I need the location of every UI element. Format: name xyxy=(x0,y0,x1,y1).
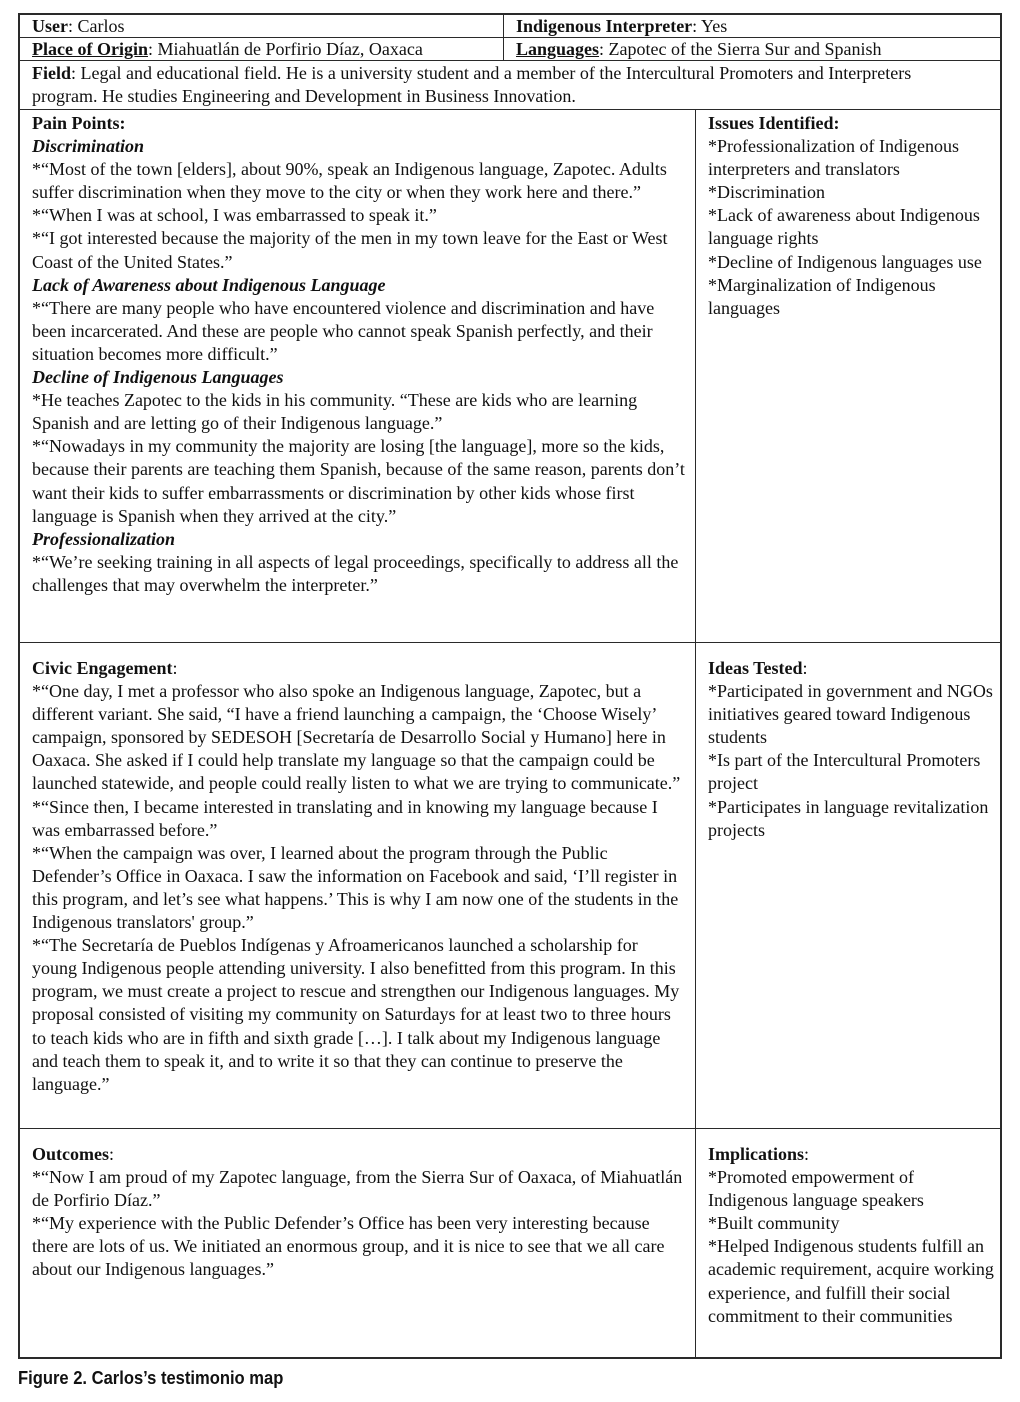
user-value: : Carlos xyxy=(67,16,125,36)
ideas-colon: : xyxy=(802,658,808,678)
civic-item: *“Since then, I became interested in translating and in knowing my language because I was embarrassed before.” xyxy=(32,796,658,840)
header-row-field xyxy=(20,61,1000,110)
pain-point-item: *“There are many people who have encountered violence and discrimination and have been incarcerated. And these are people who cannot speak Spanish perfectly, and their situation becomes more difficult.” xyxy=(32,297,655,364)
civic-item: *“When the campaign was over, I learned about the program through the Public Defender’s Office in Oaxaca. I saw the information on Facebook and said, ‘I’ll register in this program, and let’s see what happens.’ This is why I am now one of the students in the Indigenous translators' group.” xyxy=(32,842,679,933)
pain-point-item: *“Nowadays in my community the majority are losing [the language], more so the kids, because their parents are teaching them Spanish, because of the same reason, parents don’t want their kids to suffer embarrassments or discrimination by other kids whose first language is Spanish when they arrived at the city.” xyxy=(32,436,685,526)
civic-row xyxy=(20,643,1000,1129)
civic-colon: : xyxy=(172,658,178,678)
pain-points-title: Pain Points: xyxy=(32,113,126,133)
testimonio-table xyxy=(18,13,1002,1359)
user-label: User xyxy=(32,16,68,36)
interpreter-cell xyxy=(504,15,1002,37)
civic-item: *“The Secretaría de Pueblos Indígenas y Afroamericanos launched a scholarship for young Indigenous people attending university. I also benefitted from this program. In this program, we must create a project to rescue and strengthen our Indigenous languages. My proposal consisted of visiting my community on Saturdays for at least two to three hours to teach kids who are in fifth and sixth grade […]. I talk about my Indigenous language and teach them to speak it, and to write it so that they can continue to preserve the language.” xyxy=(32,935,680,1094)
field-value: : Legal and educational field. He is a university student and a member of the Intercultural Promoters and Interpreters program. He studies Engineering and Development in Business Innovation. xyxy=(32,63,912,107)
issues-title: Issues Identified: xyxy=(708,113,840,133)
outcomes-cell xyxy=(20,1129,696,1359)
pain-points-row xyxy=(20,110,1000,643)
issue-item: *Professionalization of Indigenous interpreters and translators xyxy=(708,136,959,180)
origin-cell xyxy=(20,38,504,60)
languages-value: : Zapotec of the Sierra Sur and Spanish xyxy=(599,39,882,59)
outcome-item: *“My experience with the Public Defender’s Office has been very interesting because there are lots of us. We initiated an enormous group, and it is nice to see that we all care about our Indigenous languages.” xyxy=(32,1213,665,1280)
idea-item: *Is part of the Intercultural Promoters project xyxy=(708,750,981,794)
issue-item: *Lack of awareness about Indigenous language rights xyxy=(708,205,980,249)
issue-item: *Discrimination xyxy=(708,182,825,203)
implications-colon: : xyxy=(804,1144,810,1164)
implication-item: *Promoted empowerment of Indigenous language speakers xyxy=(708,1167,924,1211)
idea-item: *Participated in government and NGOs initiatives geared toward Indigenous students xyxy=(708,681,993,748)
civic-item: *“One day, I met a professor who also spoke an Indigenous language, Zapotec, but a different variant. She said, “I have a friend launching a campaign, the ‘Choose Wisely’ campaign, sponsored by SEDESOH [Secretaría de Desarrollo Social y Humano] here in Oaxaca. She asked if I could help translate my language so that the campaign could be launched statewide, and people could really listen to what we are trying to communicate.” xyxy=(32,681,681,794)
outcomes-heading xyxy=(32,1143,687,1166)
origin-label: Place of Origin xyxy=(32,39,148,59)
pain-point-item: *“I got interested because the majority of the men in my town leave for the East or West Coast of the United States.” xyxy=(32,228,668,272)
idea-item: *Participates in language revitalization projects xyxy=(708,796,989,840)
civic-title: Civic Engagement xyxy=(32,658,173,678)
origin-value: : Miahuatlán de Porfirio Díaz, Oaxaca xyxy=(147,39,423,59)
field-cell xyxy=(20,61,970,109)
pain-point-item: *“Most of the town [elders], about 90%, speak an Indigenous language, Zapotec. Adults suffer discrimination when they move to the city or when they work here and there.” xyxy=(32,159,667,203)
header-row-user xyxy=(20,15,1000,38)
implications-title: Implications xyxy=(708,1144,805,1164)
ideas-heading xyxy=(708,657,994,680)
issue-item: *Marginalization of Indigenous languages xyxy=(708,274,936,318)
languages-label: Languages xyxy=(516,39,600,59)
languages-cell xyxy=(504,38,1002,60)
issues-cell xyxy=(696,110,1002,642)
pain-points-cell xyxy=(20,110,696,642)
ideas-title: Ideas Tested xyxy=(708,658,803,678)
figure-caption: Figure 2. Carlos’s testimonio map xyxy=(18,1368,284,1388)
section-heading-decline: Decline of Indigenous Languages xyxy=(32,367,284,388)
implications-heading xyxy=(708,1143,994,1166)
implication-item: *Helped Indigenous students fulfill an academic requirement, acquire working experience, and fulfill their social commitment to their communities xyxy=(708,1236,994,1326)
outcomes-title: Outcomes xyxy=(32,1144,109,1164)
outcome-item: *“Now I am proud of my Zapotec language, from the Sierra Sur of Oaxaca, of Miahuatlán de Porfirio Díaz.” xyxy=(32,1167,683,1211)
ideas-cell xyxy=(696,643,1002,1128)
civic-cell xyxy=(20,643,696,1128)
implication-item: *Built community xyxy=(708,1213,840,1234)
section-heading-professionalization: Professionalization xyxy=(32,528,176,549)
section-heading-discrimination: Discrimination xyxy=(32,136,145,157)
pain-point-item: *He teaches Zapotec to the kids in his community. “These are kids who are learning Spanish and are letting go of their Indigenous language.” xyxy=(32,390,638,434)
field-label: Field xyxy=(32,63,71,83)
pain-point-item: *“We’re seeking training in all aspects of legal proceedings, specifically to address all the challenges that may overwhelm the interpreter.” xyxy=(32,551,679,595)
pain-point-item: *“When I was at school, I was embarrassed to speak it.” xyxy=(32,205,437,226)
interpreter-value: : Yes xyxy=(692,16,728,36)
outcomes-row xyxy=(20,1129,1000,1359)
user-cell xyxy=(20,15,504,37)
outcomes-colon: : xyxy=(108,1144,114,1164)
implications-cell xyxy=(696,1129,1002,1359)
interpreter-label: Indigenous Interpreter xyxy=(516,16,693,36)
header-row-origin xyxy=(20,38,1000,61)
civic-heading xyxy=(32,657,687,680)
issue-item: *Decline of Indigenous languages use xyxy=(708,251,982,272)
section-heading-awareness: Lack of Awareness about Indigenous Language xyxy=(32,274,386,295)
